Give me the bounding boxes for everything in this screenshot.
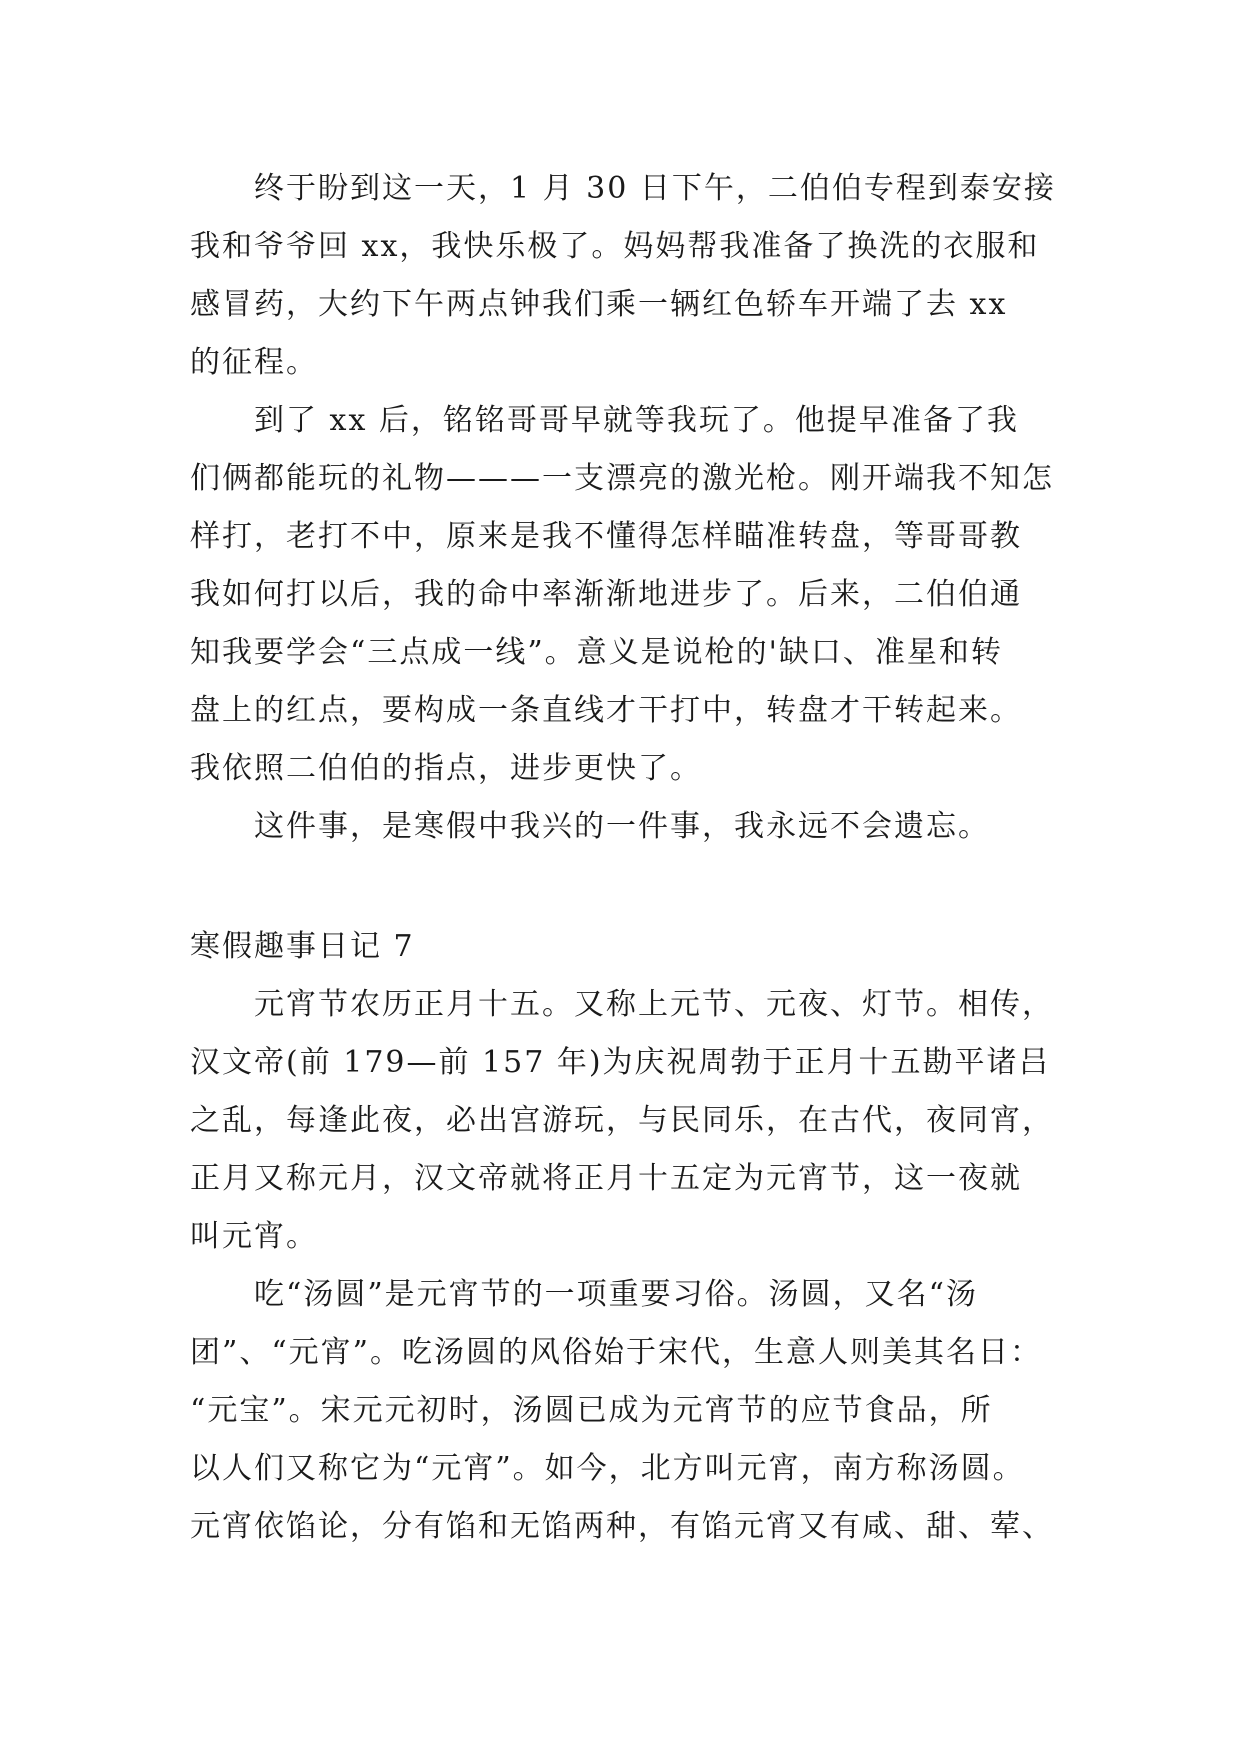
- text-line: 之乱，每逢此夜，必出宫游玩，与民同乐，在古代，夜同宵，: [190, 1103, 1054, 1138]
- text-line: 终于盼到这一天，1 月 30 日下午，二伯伯专程到泰安接: [254, 171, 1056, 206]
- text-line: 我如何打以后，我的命中率渐渐地进步了。后来，二伯伯通: [190, 577, 1022, 612]
- text-line: 们俩都能玩的礼物———一支漂亮的激光枪。刚开端我不知怎: [190, 461, 1054, 496]
- text-line: 汉文帝(前 179—前 157 年)为庆祝周勃于正月十五勘平诸吕: [190, 1045, 1051, 1080]
- text-line: 的征程。: [190, 345, 318, 380]
- text-line: 感冒药，大约下午两点钟我们乘一辆红色轿车开端了去 xx: [190, 287, 1008, 322]
- text-line: 我和爷爷回 xx，我快乐极了。妈妈帮我准备了换洗的衣服和: [190, 229, 1040, 264]
- text-line: 盘上的红点，要构成一条直线才干打中，转盘才干转起来。: [190, 693, 1022, 728]
- text-line: “元宝”。宋元元初时，汤圆已成为元宵节的应节食品，所: [190, 1393, 993, 1428]
- text-line: 样打，老打不中，原来是我不懂得怎样瞄准转盘，等哥哥教: [190, 519, 1022, 554]
- text-line: 到了 xx 后，铭铭哥哥早就等我玩了。他提早准备了我: [254, 403, 1019, 438]
- text-line: 这件事，是寒假中我兴的一件事，我永远不会遗忘。: [254, 809, 990, 844]
- text-line: 吃“汤圆”是元宵节的一项重要习俗。汤圆，又名“汤: [254, 1277, 979, 1312]
- text-line: 元宵节农历正月十五。又称上元节、元夜、灯节。相传，: [254, 987, 1054, 1022]
- text-line: 团”、“元宵”。吃汤圆的风俗始于宋代，生意人则美其名日：: [190, 1335, 1043, 1370]
- text-line: 以人们又称它为“元宵”。如今，北方叫元宵，南方称汤圆。: [190, 1451, 1025, 1486]
- text-line: 知我要学会“三点成一线”。意义是说枪的'缺口、准星和转: [190, 635, 1003, 670]
- document-body: [190, 160, 1090, 1556]
- text-line: 叫元宵。: [190, 1219, 318, 1254]
- text-line: 我依照二伯伯的指点，进步更快了。: [190, 751, 702, 786]
- text-line: 元宵依馅论，分有馅和无馅两种，有馅元宵又有咸、甜、荤、: [190, 1509, 1054, 1544]
- section-spacer: [190, 856, 1090, 918]
- section-title: 寒假趣事日记 7: [190, 929, 415, 964]
- text-line: 正月又称元月，汉文帝就将正月十五定为元宵节，这一夜就: [190, 1161, 1022, 1196]
